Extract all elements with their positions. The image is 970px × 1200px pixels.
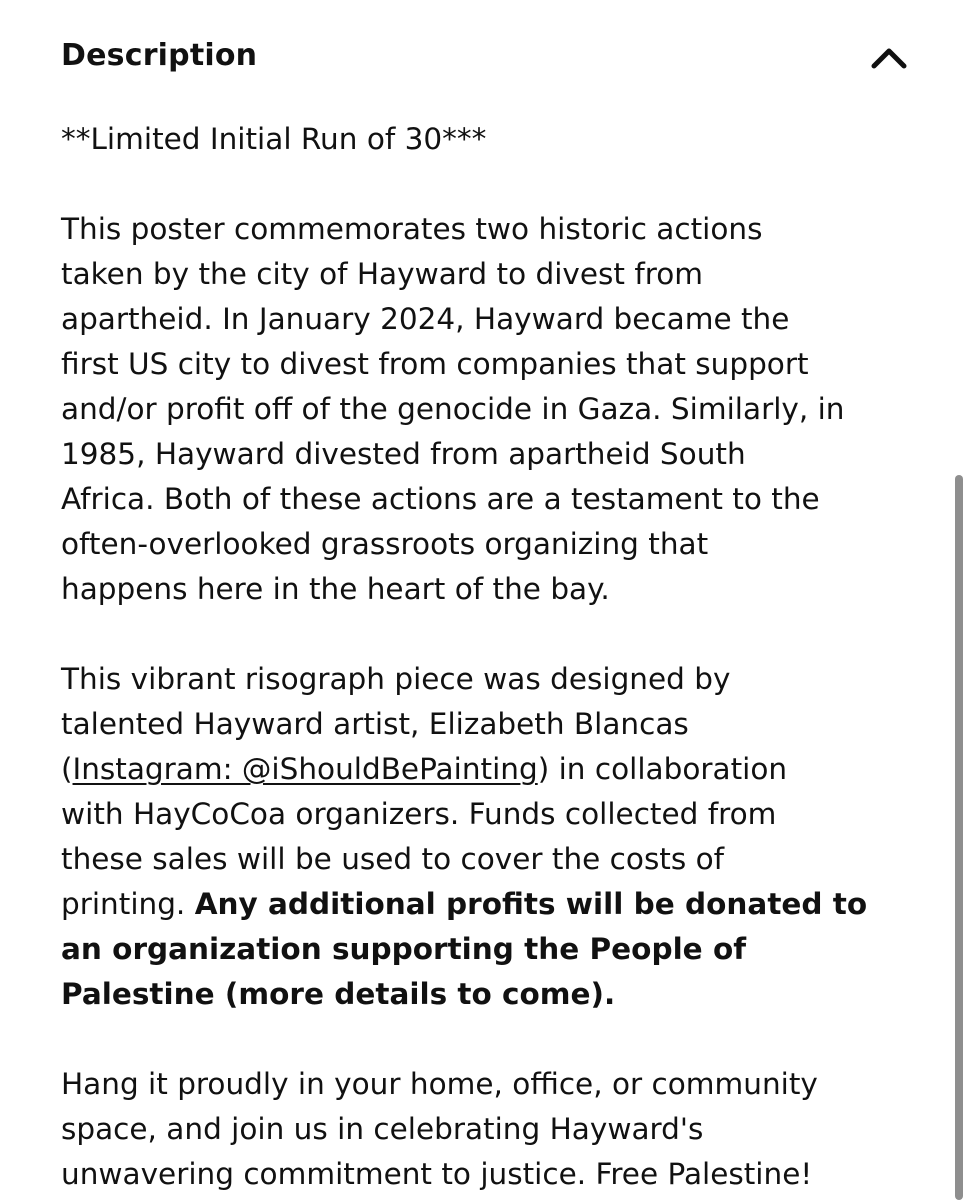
text-line: space, and join us in celebrating Hayward's (61, 1112, 704, 1146)
paragraph-artist (61, 657, 911, 1017)
paragraph-closing (61, 1062, 911, 1197)
description-body (61, 117, 911, 1197)
text-line: This vibrant risograph piece was designed by (61, 662, 731, 696)
text-line: first US city to divest from companies that support (61, 347, 809, 381)
text-fragment: printing. (61, 887, 195, 921)
text-line (61, 882, 911, 927)
text-line: This poster commemorates two historic actions (61, 212, 763, 246)
scrollbar-thumb[interactable] (955, 475, 963, 1200)
text-line: with HayCoCoa organizers. Funds collected from (61, 797, 777, 831)
bold-text: Any additional profits will be donated to (194, 887, 868, 921)
description-accordion-header[interactable] (0, 0, 970, 112)
text-fragment: ) in collaboration (537, 752, 788, 786)
text-line: happens here in the heart of the bay. (61, 572, 610, 606)
text-line: apartheid. In January 2024, Hayward became the (61, 302, 790, 336)
text-line: taken by the city of Hayward to divest from (61, 257, 703, 291)
chevron-up-icon[interactable] (870, 40, 908, 76)
text-line: Africa. Both of these actions are a testament to the (61, 482, 820, 516)
run-note: **Limited Initial Run of 30*** (61, 122, 487, 156)
text-line: and/or profit off of the genocide in Gaza. Similarly, in (61, 392, 845, 426)
text-line: often-overlooked grassroots organizing that (61, 527, 709, 561)
bold-text: Palestine (more details to come). (61, 977, 616, 1011)
paragraph-hayward-divestment (61, 207, 911, 612)
text-line (61, 747, 911, 792)
section-title: Description (61, 38, 258, 73)
text-fragment: ( (61, 752, 73, 786)
text-line: Hang it proudly in your home, office, or community (61, 1067, 818, 1101)
text-line: unwavering commitment to justice. Free Palestine! (61, 1157, 813, 1191)
instagram-link[interactable]: Instagram: @iShouldBePainting (72, 752, 538, 786)
text-line: 1985, Hayward divested from apartheid South (61, 437, 746, 471)
text-line: talented Hayward artist, Elizabeth Blancas (61, 707, 689, 741)
bold-text: an organization supporting the People of (61, 932, 747, 966)
text-line: these sales will be used to cover the costs of (61, 842, 725, 876)
